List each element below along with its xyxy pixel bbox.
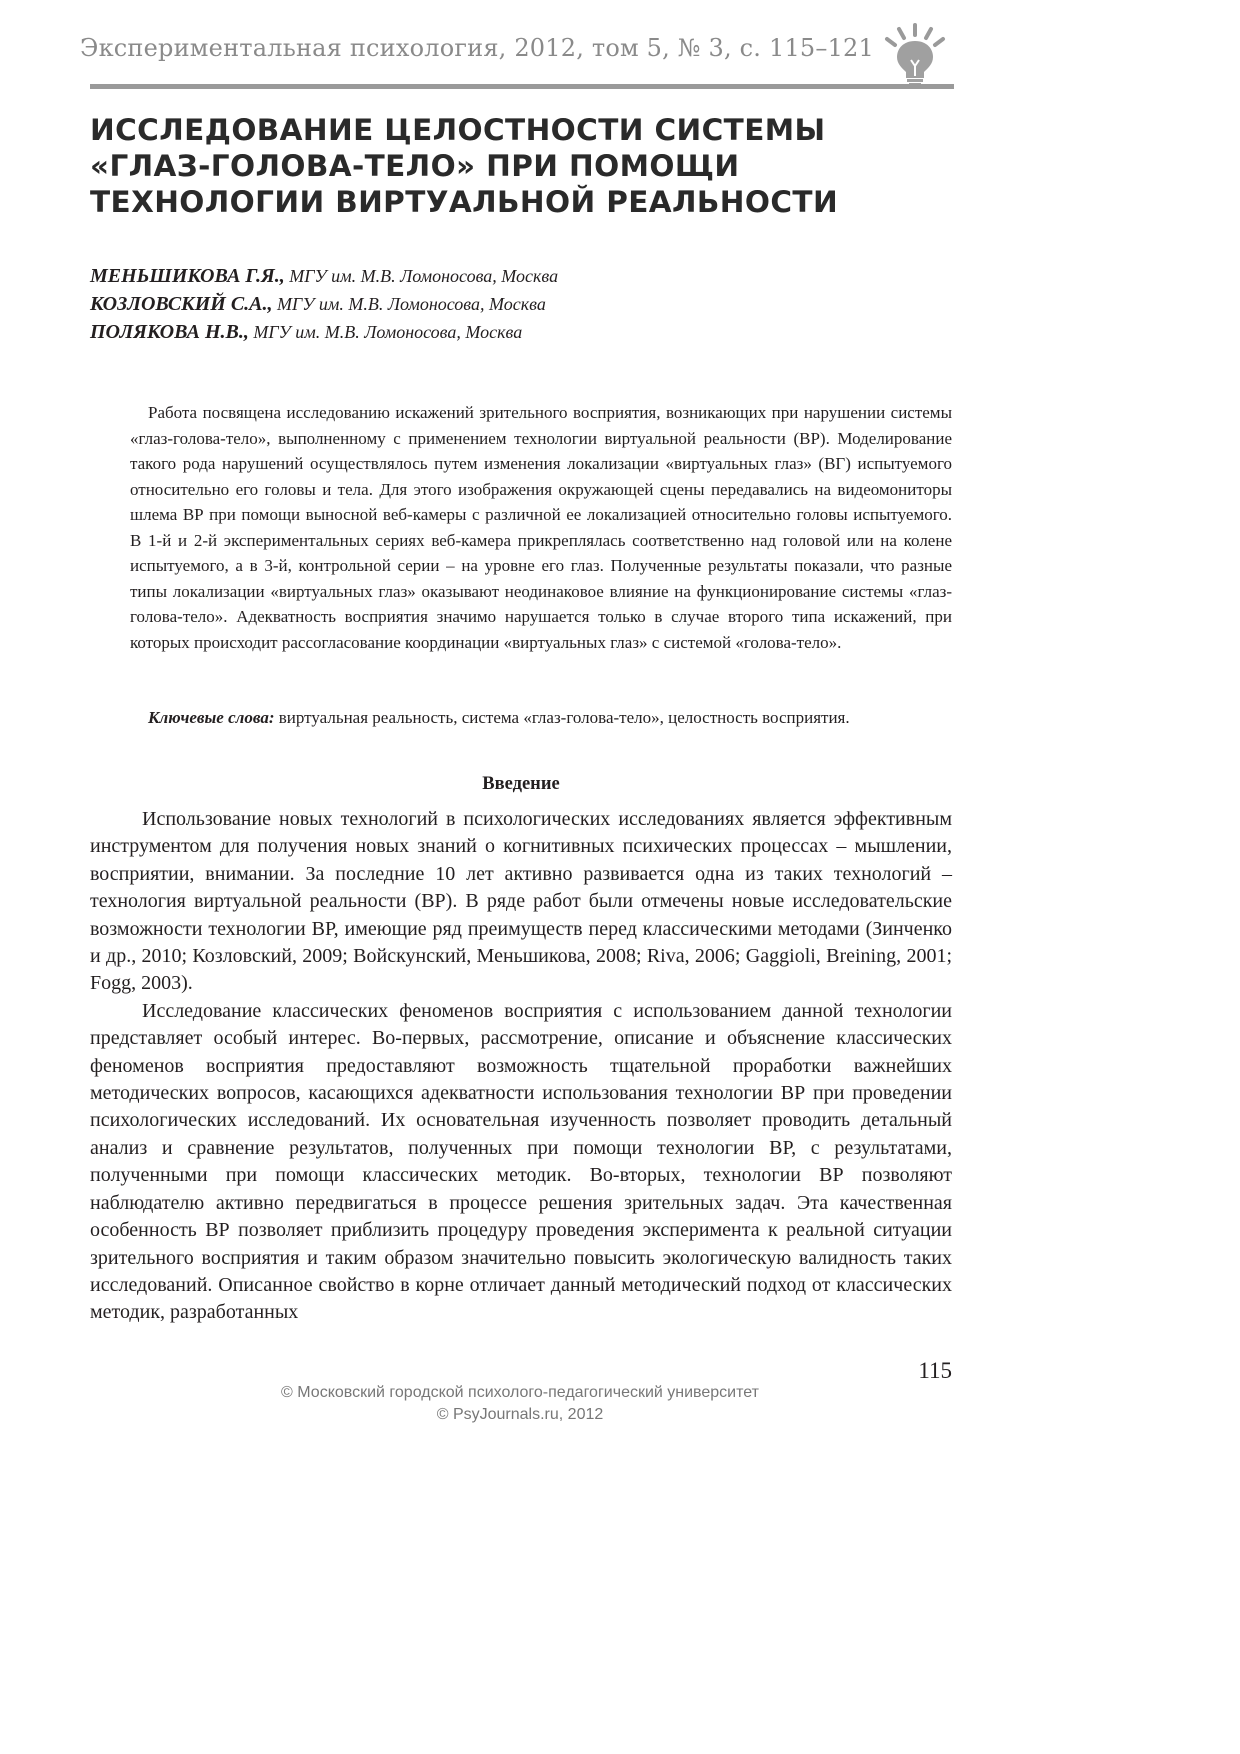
author-name: МЕНЬШИКОВА Г.Я., — [90, 265, 285, 287]
author-name: ПОЛЯКОВА Н.В., — [90, 321, 249, 343]
title-line: ИССЛЕДОВАНИЕ ЦЕЛОСТНОСТИ СИСТЕМЫ — [90, 113, 826, 147]
author-entry — [90, 318, 950, 346]
header-rule — [90, 84, 954, 89]
section-heading: Введение — [482, 774, 560, 794]
abstract: Работа посвящена исследованию искажений зрительного восприятия, возникающих при нарушении системы «глаз-голова-тело», выполненному с применением технологии виртуальной реальности (ВР). Моделирование такого рода нарушений осуществлялось путем изменения локализации «виртуальных глаз» (ВГ) испытуемого относительно его головы и тела. Для этого изображения окружающей сцены передавались на видеомониторы шлема ВР при помощи выносной веб-камеры с различной ее локализацией относительно головы испытуемого. В 1-й и 2-й экспериментальных сериях веб-камера прикреплялась соответственно над головой или на колене испытуемого, а в 3-й, контрольной серии – на уровне его глаз. Полученные результаты показали, что разные типы локализации «виртуальных глаз» оказывают неодинаковое влияние на функционирование системы «глаз-голова-тело». Адекватность восприятия значимо нарушается только в случае второго типа искажений, при которых происходит рассогласование координации «виртуальных глаз» с системой «голова-тело». — [130, 403, 952, 652]
body-text — [90, 806, 952, 1327]
page-number: 115 — [918, 1358, 952, 1383]
author-list — [90, 262, 950, 346]
title-line: ТЕХНОЛОГИИ ВИРТУАЛЬНОЙ РЕАЛЬНОСТИ — [90, 185, 839, 219]
keywords-label: Ключевые слова: — [148, 708, 275, 727]
article-title — [90, 112, 950, 220]
title-line: «ГЛАЗ-ГОЛОВА-ТЕЛО» ПРИ ПОМОЩИ — [90, 149, 740, 183]
copyright-line: © Московский городской психолого-педагогический университет — [281, 1384, 759, 1401]
lightbulb-icon — [880, 22, 950, 88]
author-affiliation: МГУ им. М.В. Ломоносова, Москва — [253, 322, 523, 342]
author-entry — [90, 262, 950, 290]
author-entry — [90, 290, 950, 318]
keywords — [130, 705, 952, 731]
copyright-line: © PsyJournals.ru, 2012 — [436, 1406, 604, 1423]
journal-citation: Экспериментальная психология, 2012, том 5, № 3, с. 115–121 — [80, 34, 874, 62]
copyright-footer — [200, 1382, 840, 1426]
body-paragraph: Использование новых технологий в психологических исследованиях является эффективным инструментом для получения новых знаний о когнитивных психических процессах – мышлении, восприятии, внимании. За последние 10 лет активно развивается одна из таких технологий – технология виртуальной реальности (ВР). В ряде работ были отмечены новые исследовательские возможности технологии ВР, имеющие ряд преимуществ перед классическими методами (Зинченко и др., 2010; Козловский, 2009; Войскунский, Меньшикова, 2008; Riva, 2006; Gaggioli, Breining, 2001; Fogg, 2003). — [90, 808, 952, 995]
running-header — [80, 22, 954, 92]
author-name: КОЗЛОВСКИЙ С.А., — [90, 293, 273, 315]
body-paragraph: Исследование классических феноменов восприятия с использованием данной технологии представляет особый интерес. Во-первых, рассмотрение, описание и объяснение классических феноменов восприятия предоставляют возможность тщательной проработки важнейших методических вопросов, касающихся адекватности использования технологии ВР при проведении психологических исследований. Их основательная изученность позволяет проводить детальный анализ и сравнение результатов, полученных при помощи технологии ВР, с результатами, полученными при помощи классических методик. Во-вторых, технологии ВР позволяют наблюдателю активно передвигаться в процессе решения зрительных задач. Эта качественная особенность ВР позволяет приблизить процедуру проведения эксперимента к реальной ситуации зрительного восприятия и таким образом значительно повысить экологическую валидность таких исследований. Описанное свойство в корне отличает данный методический подход от классических методик, разработанных — [90, 999, 952, 1324]
author-affiliation: МГУ им. М.В. Ломоносова, Москва — [277, 294, 546, 314]
keywords-text: виртуальная реальность, система «глаз-голова-тело», целостность восприятия. — [278, 708, 850, 727]
author-affiliation: МГУ им. М.В. Ломоносова, Москва — [289, 266, 559, 286]
